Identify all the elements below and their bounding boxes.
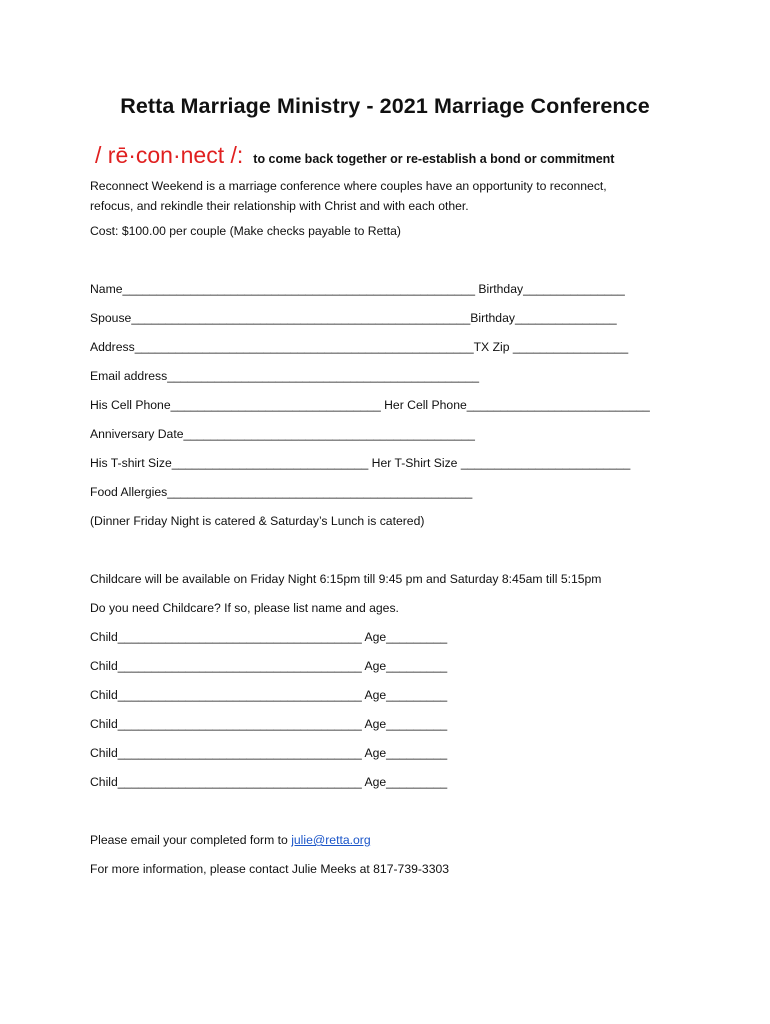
- intro-paragraph: [90, 176, 670, 216]
- cost-text: Cost: $100.00 per couple (Make checks payable to Retta): [90, 224, 401, 238]
- childcare-question: Do you need Childcare? If so, please list name and ages.: [90, 601, 399, 615]
- tshirt-size-field[interactable]: His T-shirt Size_____________________________ Her T-Shirt Size _________________________: [90, 456, 631, 470]
- intro-line-2: refocus, and rekindle their relationship with Christ and with each other.: [90, 199, 469, 213]
- child-row[interactable]: Child____________________________________ Age_________: [90, 775, 448, 789]
- child-row[interactable]: Child____________________________________ Age_________: [90, 717, 448, 731]
- email-field[interactable]: Email address______________________________________________: [90, 369, 480, 383]
- child-row[interactable]: Child____________________________________ Age_________: [90, 746, 448, 760]
- spouse-field[interactable]: Spouse__________________________________________________Birthday_______________: [90, 311, 617, 325]
- intro-line-1: Reconnect Weekend is a marriage conference where couples have an opportunity to reconnect,: [90, 179, 607, 193]
- cell-phone-field[interactable]: His Cell Phone_______________________________ Her Cell Phone___________________________: [90, 398, 650, 412]
- childcare-info: Childcare will be available on Friday Night 6:15pm till 9:45 pm and Saturday 8:45am till 5:15pm: [90, 572, 602, 586]
- child-row[interactable]: Child____________________________________ Age_________: [90, 659, 448, 673]
- food-allergies-field[interactable]: Food Allergies_____________________________________________: [90, 485, 473, 499]
- contact-info: For more information, please contact Julie Meeks at 817-739-3303: [90, 862, 450, 876]
- page-title: Retta Marriage Ministry - 2021 Marriage Conference: [120, 94, 650, 118]
- child-row[interactable]: Child____________________________________ Age_________: [90, 688, 448, 702]
- catered-note: (Dinner Friday Night is catered & Saturday’s Lunch is catered): [90, 514, 425, 528]
- email-instruction: [90, 833, 371, 847]
- child-row[interactable]: Child____________________________________ Age_________: [90, 630, 448, 644]
- phonetic-word: / rē·con·nect /:: [95, 142, 244, 168]
- tagline: [95, 142, 614, 169]
- definition: to come back together or re-establish a bond or commitment: [253, 152, 615, 166]
- email-prompt: Please email your completed form to: [90, 833, 292, 847]
- anniversary-field[interactable]: Anniversary Date___________________________________________: [90, 427, 475, 441]
- name-field[interactable]: Name____________________________________________________ Birthday_______________: [90, 282, 625, 296]
- address-field[interactable]: Address__________________________________________________TX Zip _________________: [90, 340, 629, 354]
- email-link[interactable]: julie@retta.org: [291, 833, 371, 847]
